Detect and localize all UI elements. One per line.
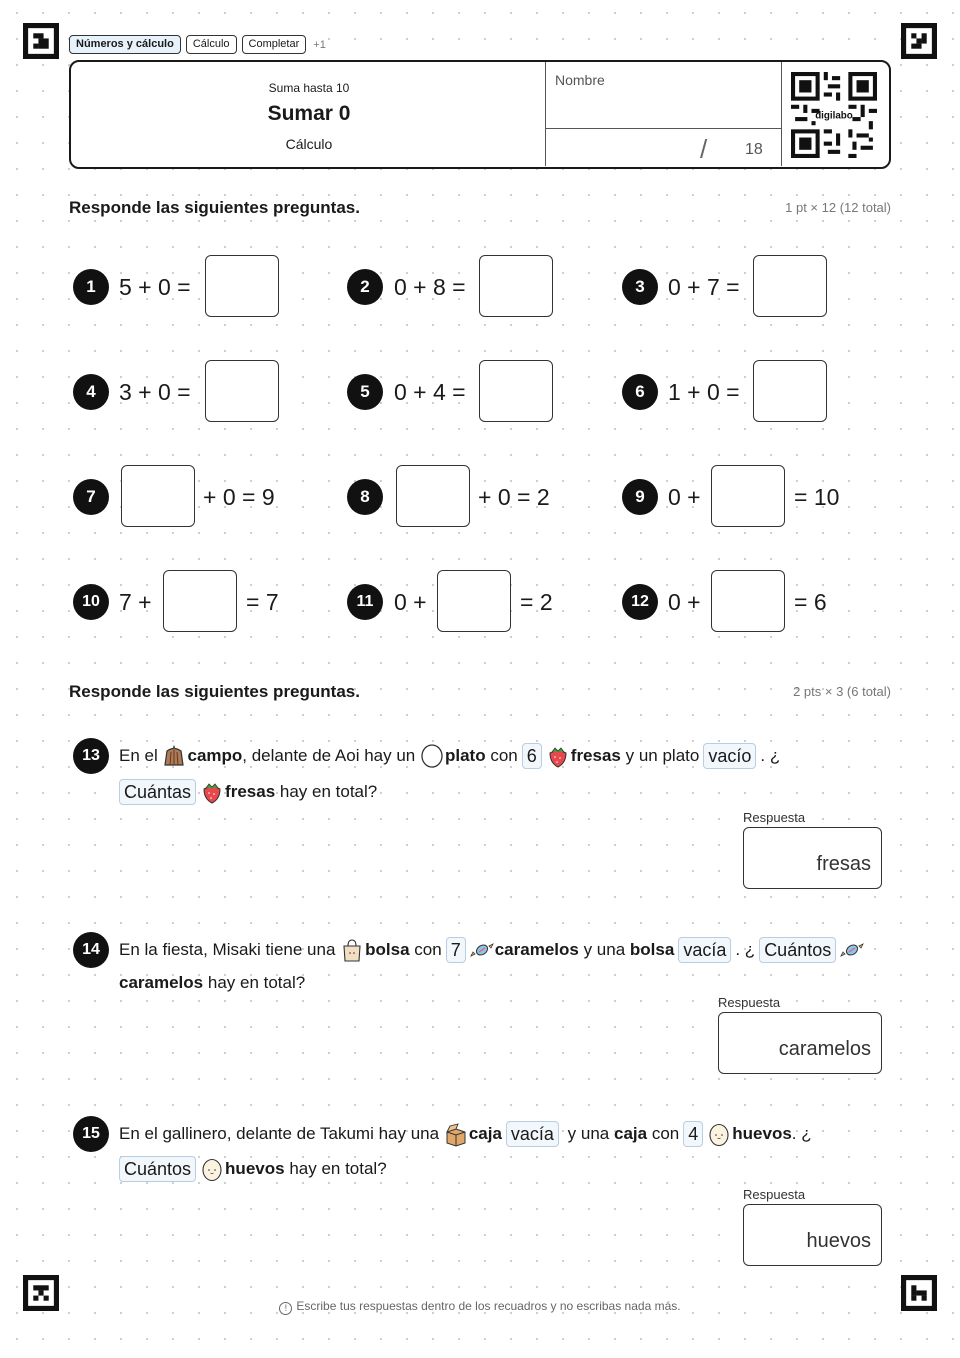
q14-answer-box[interactable]: [718, 1012, 882, 1074]
q13-answer-unit: fresas: [816, 853, 871, 875]
problem-2-expression: 0 + 8 =: [394, 274, 466, 300]
field-icon: [162, 743, 186, 769]
problem-15-line-1: [119, 1121, 812, 1147]
q14-word-caramelos: caramelos: [494, 940, 579, 959]
q14-chip-cuantos: Cuántos: [759, 937, 836, 963]
q13-word-campo: campo: [187, 746, 243, 765]
egg-icon: [707, 1121, 731, 1147]
problem-number-7: 7: [73, 479, 109, 515]
problem-number-9: 9: [622, 479, 658, 515]
tag-more-count: +1: [313, 38, 326, 51]
name-score-area: [545, 62, 782, 166]
egg-icon: [200, 1156, 224, 1182]
q14-number-7: 7: [446, 937, 466, 963]
bag-icon: [340, 937, 364, 963]
problem-13-line-2: [115, 779, 377, 805]
section2-points: 2 pts × 3 (6 total): [793, 684, 891, 699]
problem-5-expression: 0 + 4 =: [394, 379, 466, 405]
q14-text-5: hay en total?: [207, 973, 306, 992]
problem-2-answer-box[interactable]: [479, 255, 553, 317]
q15-text-1: En el gallinero, delante de Takumi hay una: [119, 1124, 440, 1143]
problem-number-13: 13: [73, 738, 109, 774]
problem-9-expression-right: = 10: [794, 484, 840, 510]
corner-marker-top-left: [23, 23, 59, 59]
q15-text-5: hay en total?: [289, 1159, 387, 1178]
problem-number-14: 14: [73, 932, 109, 968]
q14-word-bolsa: bolsa: [365, 940, 410, 959]
q15-number-4: 4: [683, 1121, 703, 1147]
header-title-area: [71, 62, 545, 166]
problem-3-expression: 0 + 7 =: [668, 274, 740, 300]
q15-response-label: Respuesta: [743, 1187, 806, 1202]
problem-14-line-1: [119, 937, 865, 963]
plate-icon: [420, 743, 444, 769]
q13-text-2: , delante de Aoi hay un: [242, 746, 416, 765]
tag-calculo: Cálculo: [186, 35, 237, 54]
qr-logo-text: digilabo: [815, 110, 853, 122]
q13-text-3: con: [490, 746, 518, 765]
problem-10-answer-box[interactable]: [163, 570, 237, 632]
q15-chip-cuantos: Cuántos: [119, 1156, 196, 1182]
q14-text-4: . ¿: [735, 940, 756, 959]
q15-word-huevos: huevos: [732, 1124, 792, 1143]
q15-word-caja: caja: [468, 1124, 502, 1143]
section1-title: Responde las siguientes preguntas.: [69, 198, 360, 217]
name-divider: [546, 128, 781, 129]
q14-text-3: y una: [583, 940, 626, 959]
q14-chip-vacia: vacía: [678, 937, 731, 963]
qr-code: [791, 72, 877, 158]
worksheet-title: Sumar 0: [267, 102, 351, 125]
strawberry-icon: [546, 743, 570, 769]
footer-text: Escribe tus respuestas dentro de los recuadros y no escribas nada más.: [296, 1299, 681, 1313]
problem-11-expression-left: 0 +: [394, 589, 427, 615]
q15-answer-box[interactable]: [743, 1204, 882, 1266]
q15-text-4: . ¿: [791, 1124, 812, 1143]
q13-text-1: En el: [119, 746, 158, 765]
info-icon: !: [279, 1302, 292, 1315]
q13-word-fresas-2: fresas: [225, 782, 276, 801]
problem-number-8: 8: [347, 479, 383, 515]
qr-code-icon: [791, 72, 877, 158]
problem-7-expression: + 0 = 9: [203, 484, 275, 510]
q14-answer-unit: caramelos: [778, 1038, 871, 1060]
q15-text-2: y una: [567, 1124, 610, 1143]
name-label: Nombre: [555, 72, 605, 88]
problem-6-expression: 1 + 0 =: [668, 379, 740, 405]
problem-10-expression-right: = 7: [246, 589, 279, 615]
corner-marker-top-right: [901, 23, 937, 59]
problem-12-answer-box[interactable]: [711, 570, 785, 632]
problem-14-line-2: [119, 971, 305, 995]
q14-response-label: Respuesta: [718, 995, 781, 1010]
problem-number-12: 12: [622, 584, 658, 620]
q13-number-6: 6: [522, 743, 542, 769]
problem-9-answer-box[interactable]: [711, 465, 785, 527]
worksheet-subtitle: Suma hasta 10: [268, 81, 350, 95]
q14-word-bolsa-2: bolsa: [629, 940, 675, 959]
score-slash: /: [700, 134, 708, 164]
problem-12-expression-left: 0 +: [668, 589, 701, 615]
tag-numeros-calculo: Números y cálculo: [69, 35, 181, 54]
footer-note: [0, 1299, 960, 1315]
q13-text-4: y un plato: [625, 746, 700, 765]
problem-number-10: 10: [73, 584, 109, 620]
problem-4-answer-box[interactable]: [205, 360, 279, 422]
section2-title: Responde las siguientes preguntas.: [69, 682, 360, 701]
q13-chip-cuantas: Cuántas: [119, 779, 196, 805]
problem-8-answer-box[interactable]: [396, 465, 470, 527]
problem-number-5: 5: [347, 374, 383, 410]
problem-13-line-1: [119, 743, 780, 769]
problem-number-1: 1: [73, 269, 109, 305]
score-total: 18: [745, 141, 763, 158]
q15-word-caja-2: caja: [614, 1124, 648, 1143]
problem-number-2: 2: [347, 269, 383, 305]
q13-word-plato: plato: [445, 746, 486, 765]
worksheet-category: Cálculo: [285, 136, 333, 152]
q14-text-1: En la fiesta, Misaki tiene una: [119, 940, 336, 959]
q15-chip-vacia: vacía: [506, 1121, 559, 1147]
q15-word-huevos-2: huevos: [225, 1159, 285, 1178]
problem-9-expression-left: 0 +: [668, 484, 701, 510]
q13-chip-vacio: vacío: [703, 743, 756, 769]
problem-number-4: 4: [73, 374, 109, 410]
problem-4-expression: 3 + 0 =: [119, 379, 191, 405]
problem-number-11: 11: [347, 584, 383, 620]
problem-11-expression-right: = 2: [520, 589, 553, 615]
strawberry-icon: [200, 779, 224, 805]
problem-number-6: 6: [622, 374, 658, 410]
problem-number-15: 15: [73, 1116, 109, 1152]
q15-text-3: con: [651, 1124, 680, 1143]
problem-11-answer-box[interactable]: [437, 570, 511, 632]
section1-points: 1 pt × 12 (12 total): [785, 200, 891, 215]
q13-response-label: Respuesta: [743, 810, 806, 825]
box-icon: [444, 1121, 468, 1147]
q13-word-fresas: fresas: [570, 746, 621, 765]
q15-answer-unit: huevos: [806, 1230, 871, 1252]
q13-text-5: . ¿: [760, 746, 781, 765]
problem-number-3: 3: [622, 269, 658, 305]
problem-10-expression-left: 7 +: [119, 589, 152, 615]
problem-7-answer-box[interactable]: [121, 465, 195, 527]
candy-icon: [840, 937, 864, 963]
q13-answer-box[interactable]: [743, 827, 882, 889]
problem-8-expression: + 0 = 2: [478, 484, 550, 510]
q14-word-caramelos-2: caramelos: [119, 973, 204, 992]
problem-1-answer-box[interactable]: [205, 255, 279, 317]
tag-completar: Completar: [242, 35, 307, 54]
worksheet-header: [69, 60, 891, 169]
q13-text-6: hay en total?: [279, 782, 378, 801]
problem-12-expression-right: = 6: [794, 589, 827, 615]
problem-1-expression: 5 + 0 =: [119, 274, 191, 300]
problem-3-answer-box[interactable]: [753, 255, 827, 317]
tag-list: [69, 35, 326, 54]
q14-text-2: con: [414, 940, 442, 959]
problem-6-answer-box[interactable]: [753, 360, 827, 422]
problem-15-line-2: [115, 1156, 387, 1182]
candy-icon: [470, 937, 494, 963]
problem-5-answer-box[interactable]: [479, 360, 553, 422]
